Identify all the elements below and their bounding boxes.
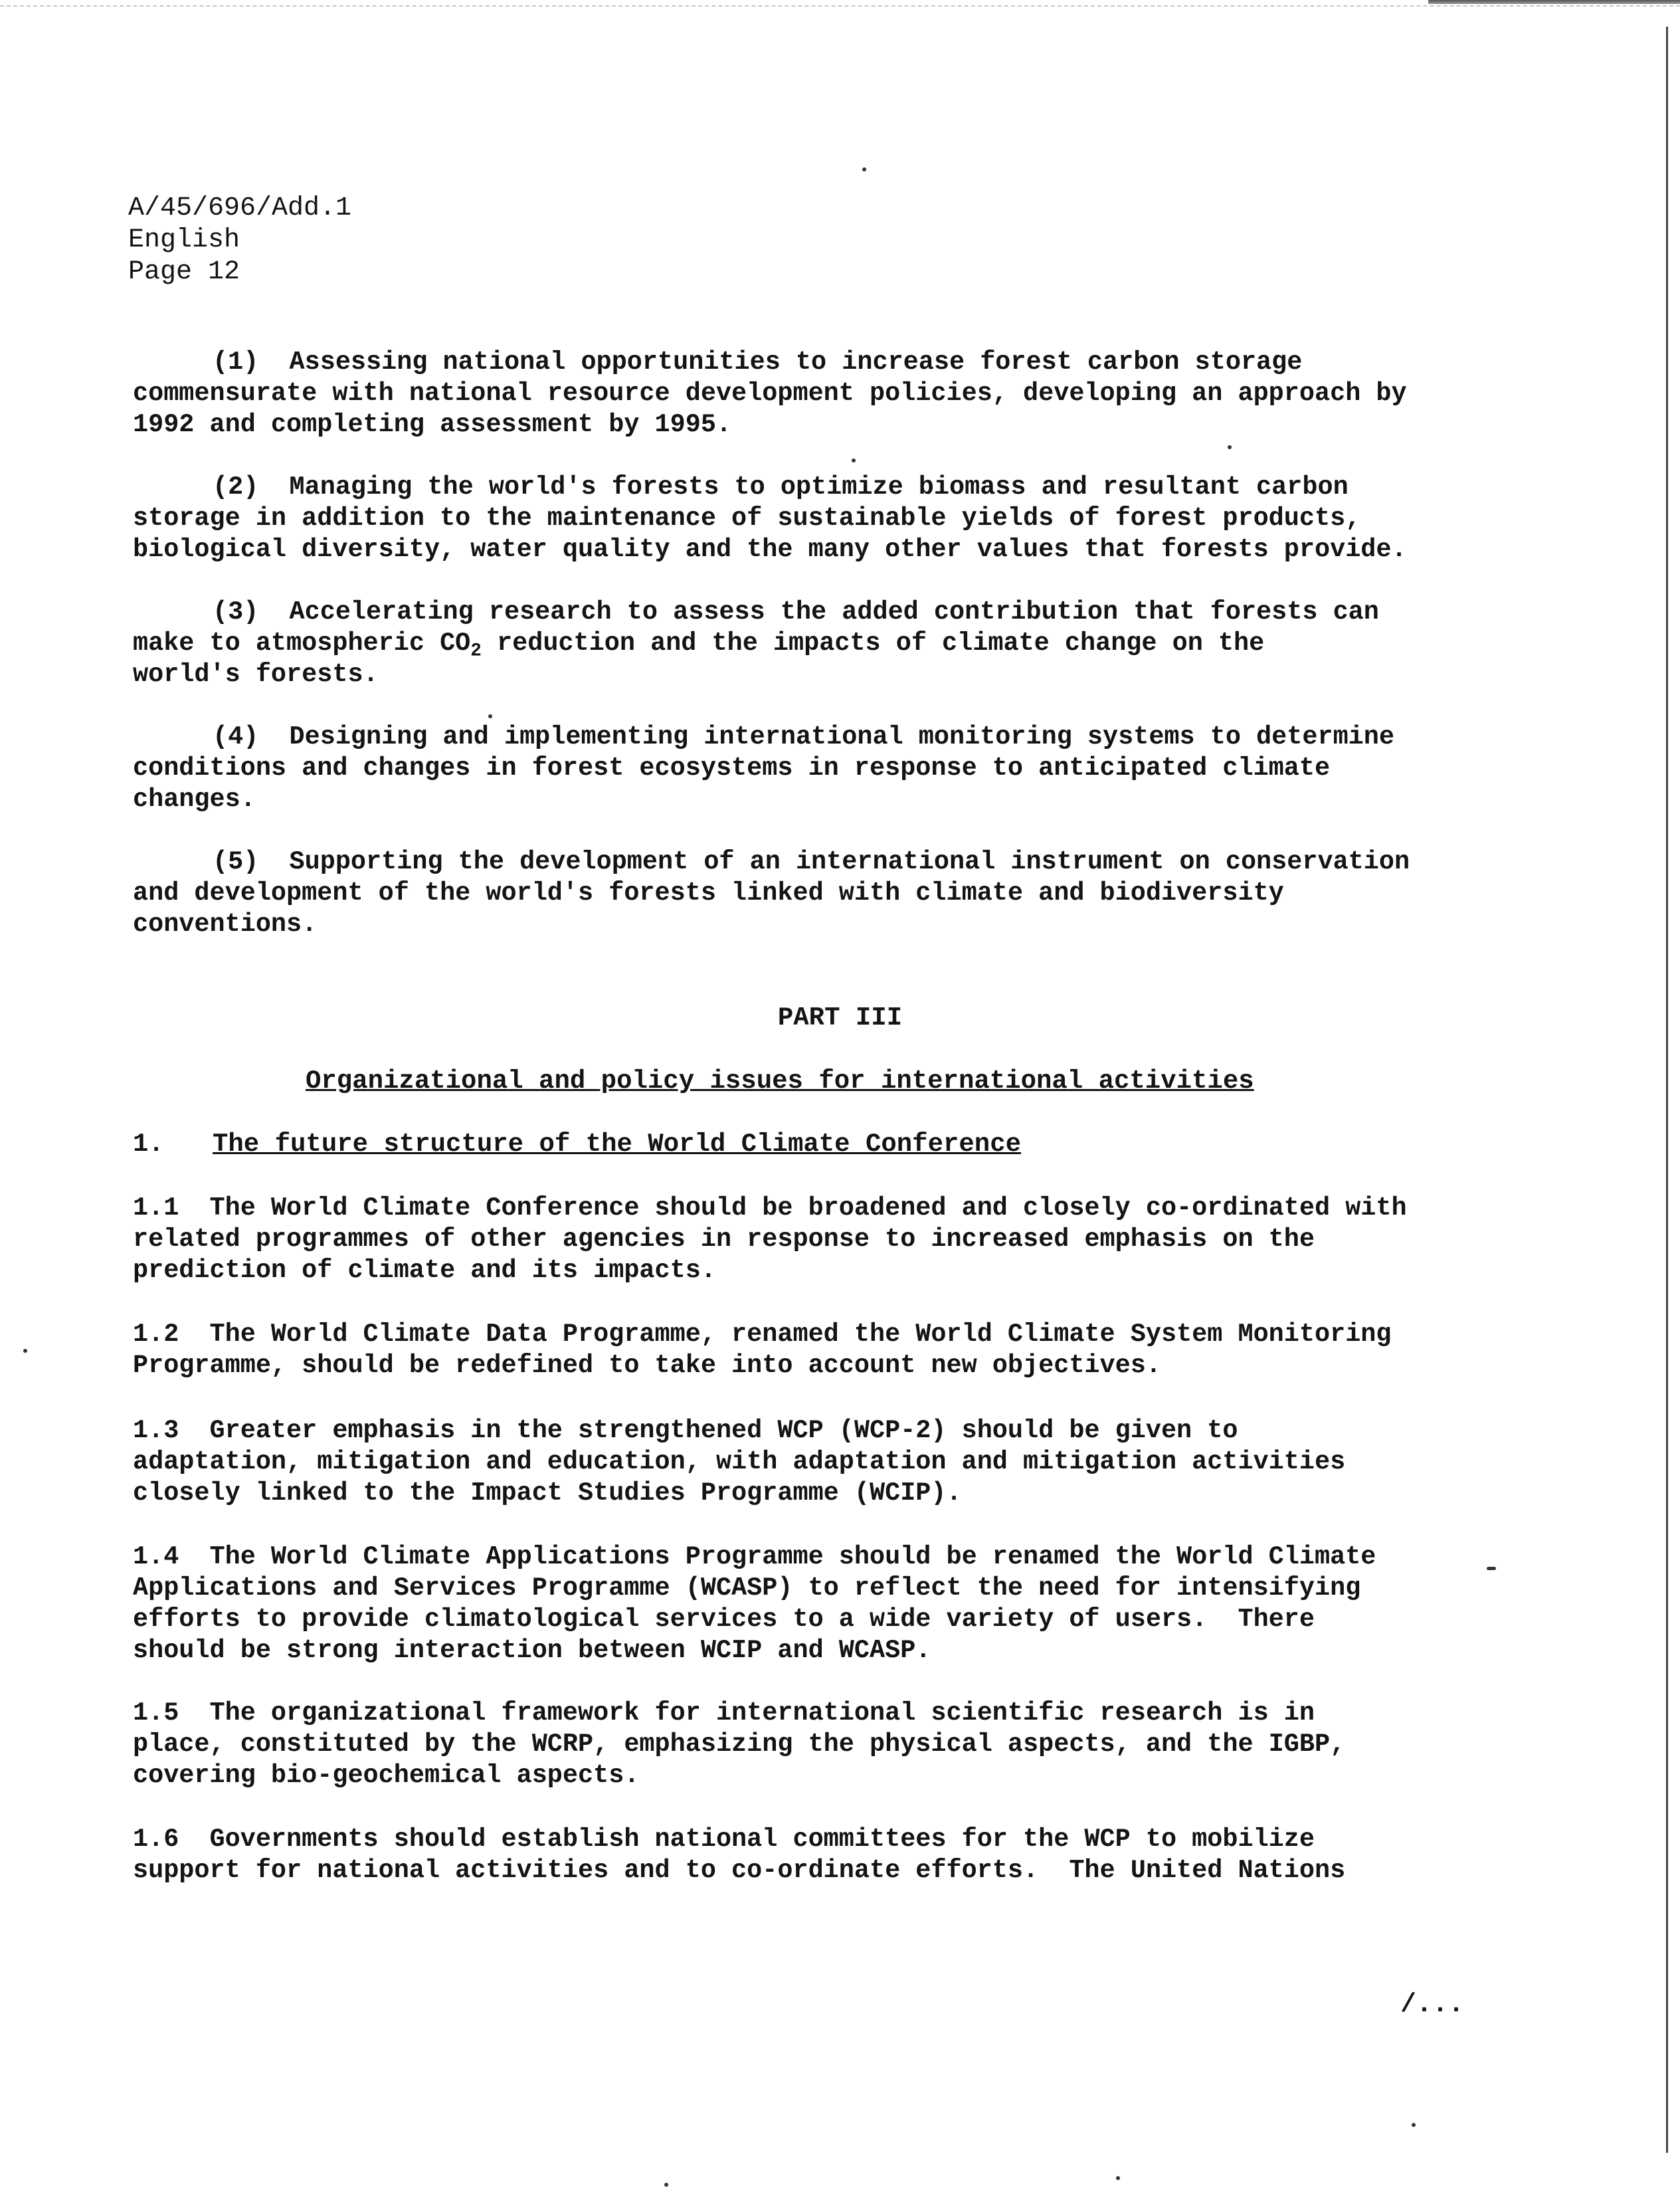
document-header — [128, 193, 351, 288]
scan-speck — [23, 1349, 27, 1353]
list-item-3: (3) Accelerating research to assess the added contribution that forests can make to atmospheric $CO_2$ reduction and the impacts of climate change on the world's forests. — [133, 597, 1379, 689]
subsection-1-1: 1.1 The World Climate Conference should be broadened and closely co-ordinated with related programmes of other agencies in response to increased emphasis on the prediction of climate and its impacts. — [133, 1193, 1407, 1285]
section-number: 1. — [133, 1130, 164, 1159]
page-number: Page 12 — [128, 257, 240, 287]
list-item-2: (2) Managing the world's forests to optimize biomass and resultant carbon storage in addition to the maintenance of sustainable yields of forest products, biological diversity, water quality and the many other values that forests provide. — [133, 472, 1407, 564]
list-item-5: (5) Supporting the development of an international instrument on conservation and development of the world's forests linked with climate and biodiversity conventions. — [133, 847, 1410, 939]
document-symbol: A/45/696/Add.1 — [128, 193, 352, 223]
scan-speck — [852, 458, 856, 462]
subsection-1-5: 1.5 The organizational framework for international scientific research is in place, constituted by the WCRP, emphasizing the physical aspects, and the IGBP, covering bio-geochemical aspects. — [133, 1698, 1346, 1790]
subscript-2: 2 — [470, 641, 482, 662]
subsection-1-2: 1.2 The World Climate Data Programme, renamed the World Climate System Monitoring Programme, should be redefined to take into account new objectives. — [133, 1320, 1392, 1380]
scan-speck — [1116, 2176, 1120, 2180]
section-title: The future structure of the World Climate Conference — [213, 1130, 1021, 1159]
subsection-1-3: 1.3 Greater emphasis in the strengthened WCP (WCP-2) should be given to adaptation, mitigation and education, with adaptation and mitigation activities closely linked to the Impact Studies Programme (WCIP). — [133, 1416, 1346, 1508]
scan-speck — [1228, 445, 1232, 449]
part-heading: PART III — [777, 1003, 903, 1033]
subsection-1-4: 1.4 The World Climate Applications Programme should be renamed the World Climate Applications and Services Programme (WCASP) to reflect the need for intensifying efforts to provide climatological services to a wide variety of users. There should be strong interaction between WCIP and WCASP. — [133, 1542, 1376, 1665]
list-item-4: (4) Designing and implementing international monitoring systems to determine conditions and changes in forest ecosystems in response to anticipated climate changes. — [133, 722, 1394, 814]
scan-speck — [664, 2183, 668, 2187]
document-language: English — [128, 225, 240, 255]
scan-edge-right — [1666, 27, 1668, 2153]
scan-speck — [862, 167, 866, 171]
scan-speck — [488, 714, 492, 718]
scan-edge-top — [0, 5, 1680, 7]
scan-speck — [1487, 1567, 1496, 1570]
list-item-1: (1) Assessing national opportunities to increase forest carbon storage commensurate with national resource development policies, developing an approach by 1992 and completing assessment by 1995. — [133, 348, 1407, 439]
subsection-1-6: 1.6 Governments should establish national committees for the WCP to mobilize support for national activities and to co-ordinate efforts. The United Nations — [133, 1825, 1346, 1885]
scan-edge-top-right — [1428, 0, 1680, 4]
part-subtitle: Organizational and policy issues for international activities — [306, 1066, 1254, 1096]
scan-speck — [1412, 2123, 1416, 2127]
continuation-mark: /... — [1400, 1990, 1465, 2020]
section-heading — [133, 1130, 1021, 1159]
